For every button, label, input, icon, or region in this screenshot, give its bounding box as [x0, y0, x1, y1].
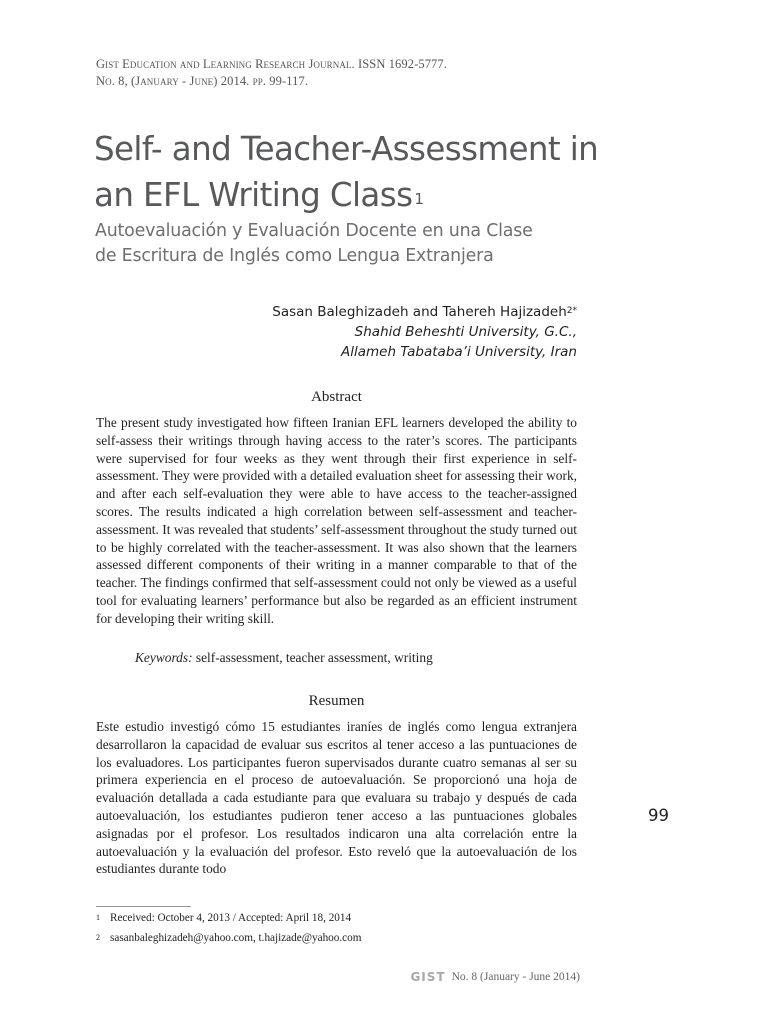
author-affiliation-2: Allameh Tabataba’i University, Iran	[341, 344, 577, 360]
footnote-1	[96, 912, 351, 924]
journal-citation-line2: No. 8, (January - June) 2014. pp. 99-117.	[96, 74, 309, 88]
footnote-2	[96, 932, 361, 944]
footnote-1-mark: 1	[96, 913, 100, 922]
page-number: 99	[648, 806, 669, 825]
abstract-text: The present study investigated how fifteen Iranian EFL learners developed the ability to self-assess their writings through having access to the rater’s scores. The participants were supervised for four weeks as they went through their first experience in self-assessment. They were provided with a detailed evaluation sheet for assessing their work, and after each self-evaluation they were able to have access to the teacher-assigned scores. The results indicated a high correlation between self-assessment and teacher-assessment. It was revealed that students’ self-assessment throughout the study turned out to be highly correlated with the teacher-assessment. It was also shown that the learners assessed different components of their writing in a manner comparable to that of the teacher. The findings confirmed that self-assessment could not only be viewed as a useful tool for evaluating learners’ performance but also be regarded as an efficient instrument for developing their writing skill.	[96, 415, 577, 626]
footer-issue: No. 8 (January - June 2014)	[451, 971, 580, 983]
title-footnote-mark: 1	[414, 190, 424, 208]
article-title	[94, 126, 654, 218]
article-subtitle-line1: Autoevaluación y Evaluación Docente en una Clase	[95, 221, 533, 241]
resumen-text: Este estudio investigó cómo 15 estudiantes iraníes de inglés como lengua extranjera desarrollaron la capacidad de evaluar sus escritos al tener acceso a las puntuaciones de los evaluadores. Los participantes fueron supervisados durante cuatro semanas al ser su primera experiencia en el proceso de autoevaluación. Se proporcionó una hoja de evaluación detallada a cada estudiante para que evaluara su trabajo y después de cada autoevaluación, los estudiantes pudieron tener acceso a las puntuaciones globales asignadas por el profesor. Los resultados indicaron una alta correlación entre la autoevaluación y la evaluación del profesor. Esto reveló que la autoevaluación de los estudiantes durante todo	[96, 719, 577, 877]
author-footnote-mark: 2*	[566, 306, 577, 316]
article-title-line2: an EFL Writing Class	[94, 176, 413, 214]
article-subtitle-line2: de Escritura de Inglés como Lengua Extranjera	[95, 246, 494, 266]
page-footer	[410, 970, 580, 984]
keywords-label: Keywords:	[135, 650, 193, 665]
resumen-heading: Resumen	[308, 693, 365, 709]
footnote-1-text: Received: October 4, 2013 / Accepted: April 18, 2014	[110, 912, 352, 924]
running-head	[96, 56, 656, 90]
journal-logo: GIST	[410, 970, 446, 984]
keywords-values: self-assessment, teacher assessment, writing	[195, 650, 433, 665]
footnote-divider	[96, 906, 191, 907]
footnote-2-mark: 2	[96, 933, 100, 942]
journal-citation-line1: Gist Education and Learning Research Journal. ISSN 1692-5777.	[96, 57, 447, 71]
abstract-heading: Abstract	[311, 389, 362, 405]
author-affiliation-1: Shahid Beheshti University, G.C.,	[354, 324, 577, 340]
article-subtitle	[95, 219, 595, 269]
footnote-2-text: sasanbaleghizadeh@yahoo.com, t.hajizade@yahoo.com	[110, 932, 362, 944]
article-title-line1: Self- and Teacher-Assessment in	[94, 130, 599, 168]
author-block	[272, 302, 577, 362]
author-names: Sasan Baleghizadeh and Tahereh Hajizadeh	[272, 304, 567, 320]
keywords-line	[135, 650, 433, 666]
